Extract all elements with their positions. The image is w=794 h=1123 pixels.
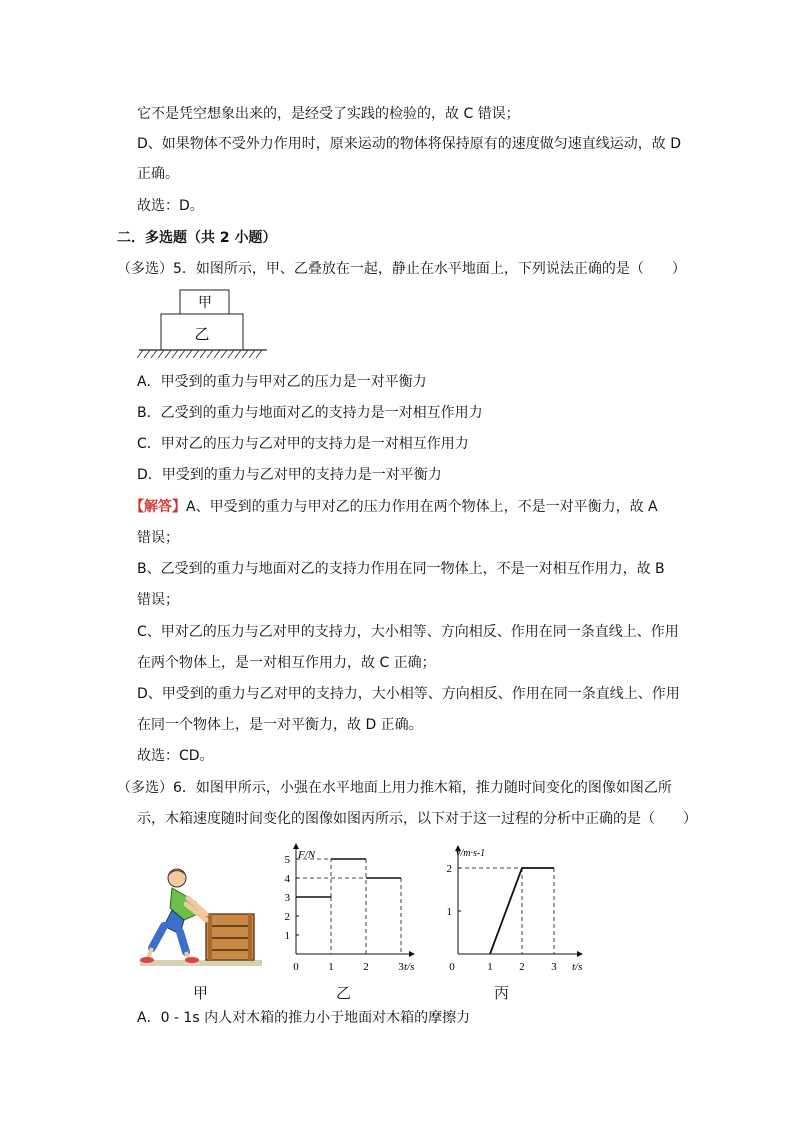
q6-stem-line-2: 示，木箱速度随时间变化的图像如图丙所示，以下对于这一过程的分析中正确的是（ ）	[137, 811, 697, 827]
q5-option-d: D．甲受到的重力与乙对甲的支持力是一对平衡力	[137, 467, 442, 483]
velocity-x-axis-label: t/s	[572, 961, 583, 973]
velocity-y-tick-1: 1	[446, 906, 452, 918]
force-y-tick-5: 5	[284, 854, 290, 866]
q5-figure	[137, 288, 269, 362]
force-x-tick-1: 1	[328, 961, 334, 973]
block-top-label: 甲	[198, 296, 212, 311]
q6-stem-line-1: （多选）6．如图甲所示，小强在水平地面上用力推木箱，推力随时间变化的图像如图乙所	[117, 780, 672, 796]
velocity-x-tick-2: 2	[519, 961, 525, 973]
q5-answer-line-6: 在两个物体上，是一对相互作用力，故 C 正确；	[137, 655, 436, 671]
q5-option-c: C．甲对乙的压力与乙对甲的支持力是一对相互作用力	[137, 436, 469, 452]
section-title: 二．多选题（共 2 小题）	[117, 230, 277, 246]
force-y-tick-3: 3	[284, 892, 290, 904]
caption-yi: 乙	[336, 984, 352, 1002]
q5-answer-line-7: D、甲受到的重力与乙对甲的支持力，大小相等、方向相反、作用在同一条直线上、作用	[137, 686, 680, 702]
force-y-tick-1: 1	[284, 930, 290, 942]
velocity-x-tick-1: 1	[487, 961, 493, 973]
q5-answer-line-3: B、乙受到的重力与地面对乙的支持力作用在同一物体上，不是一对相互作用力，故 B	[137, 561, 665, 577]
block-bottom-label: 乙	[194, 327, 210, 343]
velocity-x-tick-3: 3	[551, 961, 557, 973]
prev-line-2: D、如果物体不受外力作用时，原来运动的物体将保持原有的速度做匀速直线运动，故 D	[137, 136, 682, 152]
velocity-y-axis-label: v/m·s-1	[456, 848, 486, 859]
velocity-y-tick-2: 2	[446, 863, 452, 875]
force-y-tick-4: 4	[284, 873, 290, 885]
force-y-tick-2: 2	[284, 911, 290, 923]
velocity-x-tick-0: 0	[449, 961, 455, 973]
force-x-tick-0: 0	[293, 961, 299, 973]
force-x-tick-3: 3	[398, 961, 404, 973]
caption-bing: 丙	[494, 984, 510, 1002]
q5-answer-line-1: 【解答】A、甲受到的重力与甲对乙的压力作用在两个物体上，不是一对平衡力，故 A	[130, 499, 658, 515]
prev-line-4: 故选：D。	[137, 198, 204, 214]
force-time-graph	[278, 840, 428, 980]
q5-stem: （多选）5．如图所示，甲、乙叠放在一起，静止在水平地面上，下列说法正确的是（ ）	[117, 261, 686, 277]
caption-jia: 甲	[193, 984, 209, 1002]
q5-answer-line-2: 错误；	[137, 530, 179, 546]
q6-option-a: A．0 - 1s 内人对木箱的推力小于地面对木箱的摩擦力	[137, 1010, 471, 1026]
q5-answer-line-9: 故选：CD。	[137, 748, 214, 764]
q5-answer-line-8: 在同一个物体上，是一对平衡力，故 D 正确。	[137, 717, 423, 733]
prev-line-1: 它不是凭空想象出来的，是经受了实践的检验的，故 C 错误；	[137, 106, 520, 122]
q5-option-a: A．甲受到的重力与甲对乙的压力是一对平衡力	[137, 374, 427, 390]
answer-tag: 【解答】	[130, 499, 186, 515]
prev-line-3: 正确。	[137, 166, 179, 182]
boy-pushing-box-illustration	[140, 868, 264, 972]
force-x-axis-label: t/s	[404, 961, 415, 973]
force-y-axis-label: F/N	[298, 849, 316, 861]
q5-answer-line-5: C、甲对乙的压力与乙对甲的支持力，大小相等、方向相反、作用在同一条直线上、作用	[137, 624, 679, 640]
velocity-time-graph	[440, 840, 590, 980]
q5-option-b: B．乙受到的重力与地面对乙的支持力是一对相互作用力	[137, 405, 483, 421]
q5-answer-line-4: 错误；	[137, 592, 179, 608]
force-x-tick-2: 2	[363, 961, 369, 973]
